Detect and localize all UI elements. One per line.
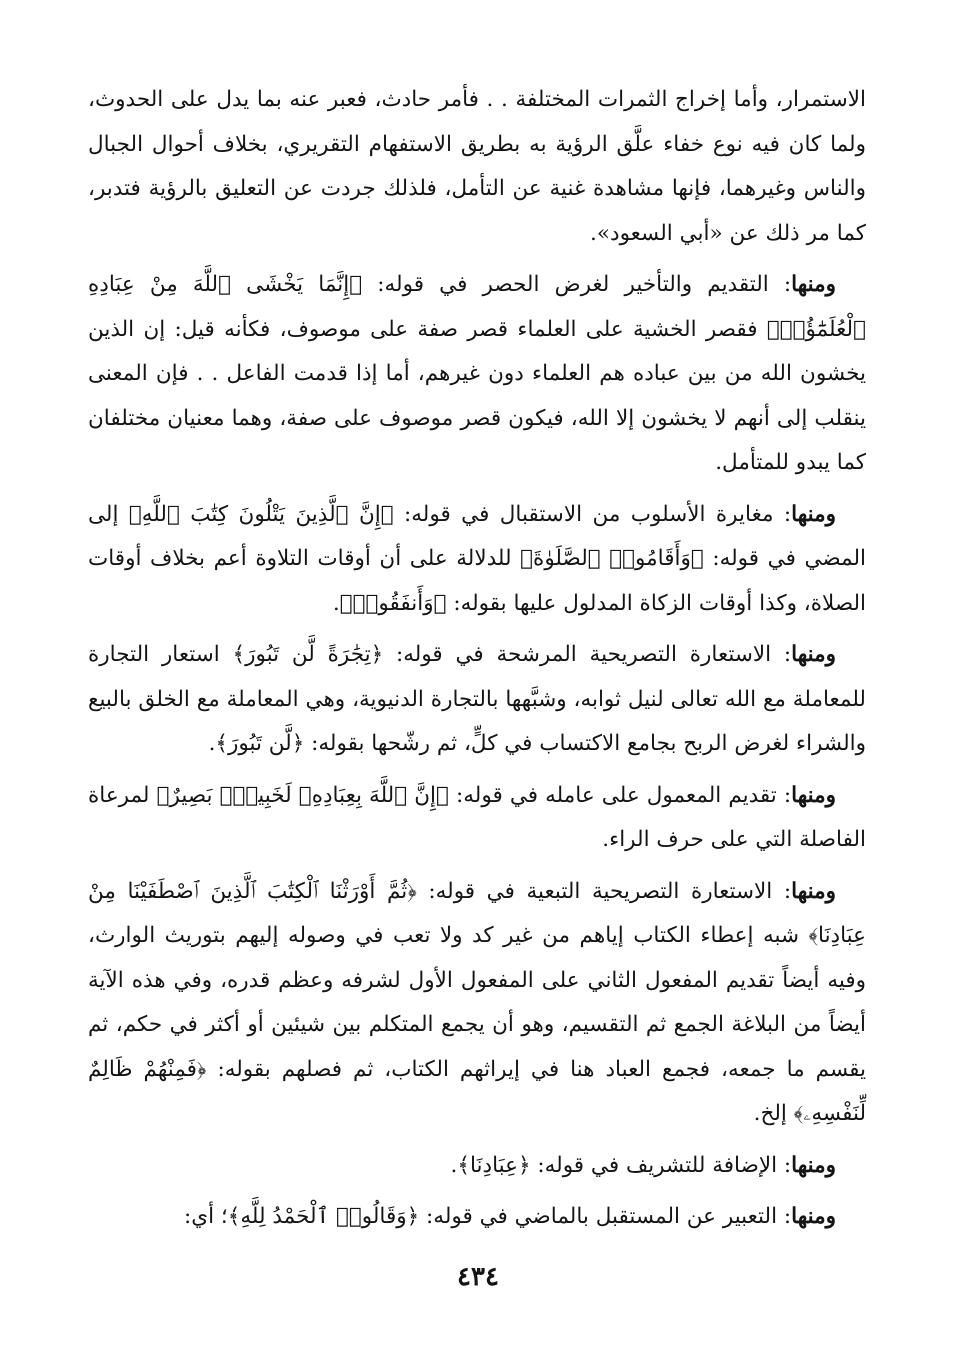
paragraph-text: : التقديم والتأخير لغرض الحصر في قوله: ﴿إِنَّمَا يَخْشَى ٱللَّهَ مِنْ عِبَادِهِ ٱلْعُلَمَٰٓؤُا۟﴾ فقصر الخشية على العلماء قصر صفة على موصوف، فكأنه قيل: إن الذين يخشون الله من بين عباده هم العلماء دون غيرهم، أما إذا قدمت الفاعل . . فإن المعنى ينقلب إلى أنهم لا يخشون إلا الله، فيكون قصر موصوف على صفة، وهما معنيان مختلفان كما يبدو للمتأمل.: [88, 272, 866, 475]
paragraph: [88, 263, 866, 486]
paragraph-text: الاستمرار، وأما إخراج الثمرات المختلفة . . فأمر حادث، فعبر عنه بما يدل على الحدوث، ولما كان فيه نوع خفاء علَّق الرؤية به بطريق الاستفهام التقريري، بخلاف أحوال الجبال والناس وغيرهما، فإنها مشاهدة غنية عن التأمل، فلذلك جردت عن التعليق بالرؤية فتدبر، كما مر ذلك عن «أبي السعود».: [88, 87, 866, 246]
paragraph: [88, 633, 866, 767]
paragraph: [88, 78, 866, 256]
paragraph-lead: ومنها: [791, 1204, 836, 1229]
paragraph-lead: ومنها: [791, 782, 836, 808]
paragraph-text: : الاستعارة التصريحية المرشحة في قوله: ﴿تِجَٰرَةً لَّن تَبُورَ﴾ استعار التجارة للمعاملة مع الله تعالى لنيل ثوابه، وشبَّهها بالتجارة الدنيوية، وهي المعاملة مع الخلق بالبيع والشراء لغرض الربح بجامع الاكتساب في كلٍّ، ثم رشّحها بقوله: ﴿لَّن تَبُورَ﴾.: [88, 642, 866, 756]
page-number: ٤٣٤: [457, 1262, 499, 1292]
paragraph-text: : التعبير عن المستقبل بالماضي في قوله: ﴿وَقَالُوا۟ ٱلْحَمْدُ لِلَّهِ﴾؛ أي:: [184, 1204, 792, 1229]
paragraph: [88, 1195, 866, 1240]
paragraph-lead: ومنها: [791, 878, 836, 904]
paragraph-lead: ومنها: [791, 642, 836, 667]
paragraph: [88, 493, 866, 627]
page-body: [88, 78, 866, 1247]
paragraph-text: : الاستعارة التصريحية التبعية في قوله: ﴿ثُمَّ أَوْرَثْنَا ٱلْكِتَٰبَ ٱلَّذِينَ ٱصْطَفَيْنَا مِنْ عِبَادِنَا﴾ شبه إعطاء الكتاب إياهم من غير كد ولا تعب في وصوله إليهم بتوريث الوارث، وفيه أيضاً تقديم المفعول الثاني على المفعول الأول لشرفه وعظم قدره، وفي هذه الآية أيضاً من البلاغة الجمع ثم التقسيم، وهو أن يجمع المتكلم بين شيئين أو أكثر في حكم، ثم يقسم ما جمعه، فجمع العباد هنا في إيراثهم الكتاب، ثم فصلهم بقوله: ﴿فَمِنْهُمْ ظَالِمٌ لِّنَفْسِهِۦ﴾ إلخ.: [88, 878, 866, 1126]
paragraph: [88, 1144, 866, 1189]
paragraph-text: : مغايرة الأسلوب من الاستقبال في قوله: ﴿إِنَّ ٱلَّذِينَ يَتْلُونَ كِتَٰبَ ٱللَّهِ﴾ إلى المضي في قوله: ﴿وَأَقَامُوا۟ ٱلصَّلَوٰةَ﴾ للدلالة على أن أوقات التلاوة أعم بخلاف أوقات الصلاة، وكذا أوقات الزكاة المدلول عليها بقوله: ﴿وَأَنفَقُوا۟﴾.: [88, 501, 866, 616]
paragraph-lead: ومنها: [791, 1152, 836, 1178]
paragraph-text: : تقديم المعمول على عامله في قوله: ﴿إِنَّ ٱللَّهَ بِعِبَادِهِۦ لَخَبِيرٌۢ بَصِيرٌ﴾ لمرعاة الفاصلة التي على حرف الراء.: [88, 782, 866, 852]
paragraph: [88, 870, 866, 1137]
paragraph: [88, 774, 866, 863]
paragraph-lead: ومنها: [791, 501, 836, 527]
paragraph-lead: ومنها: [791, 272, 836, 297]
paragraph-text: : الإضافة للتشريف في قوله: ﴿عِبَادِنَا﴾.: [450, 1152, 792, 1178]
